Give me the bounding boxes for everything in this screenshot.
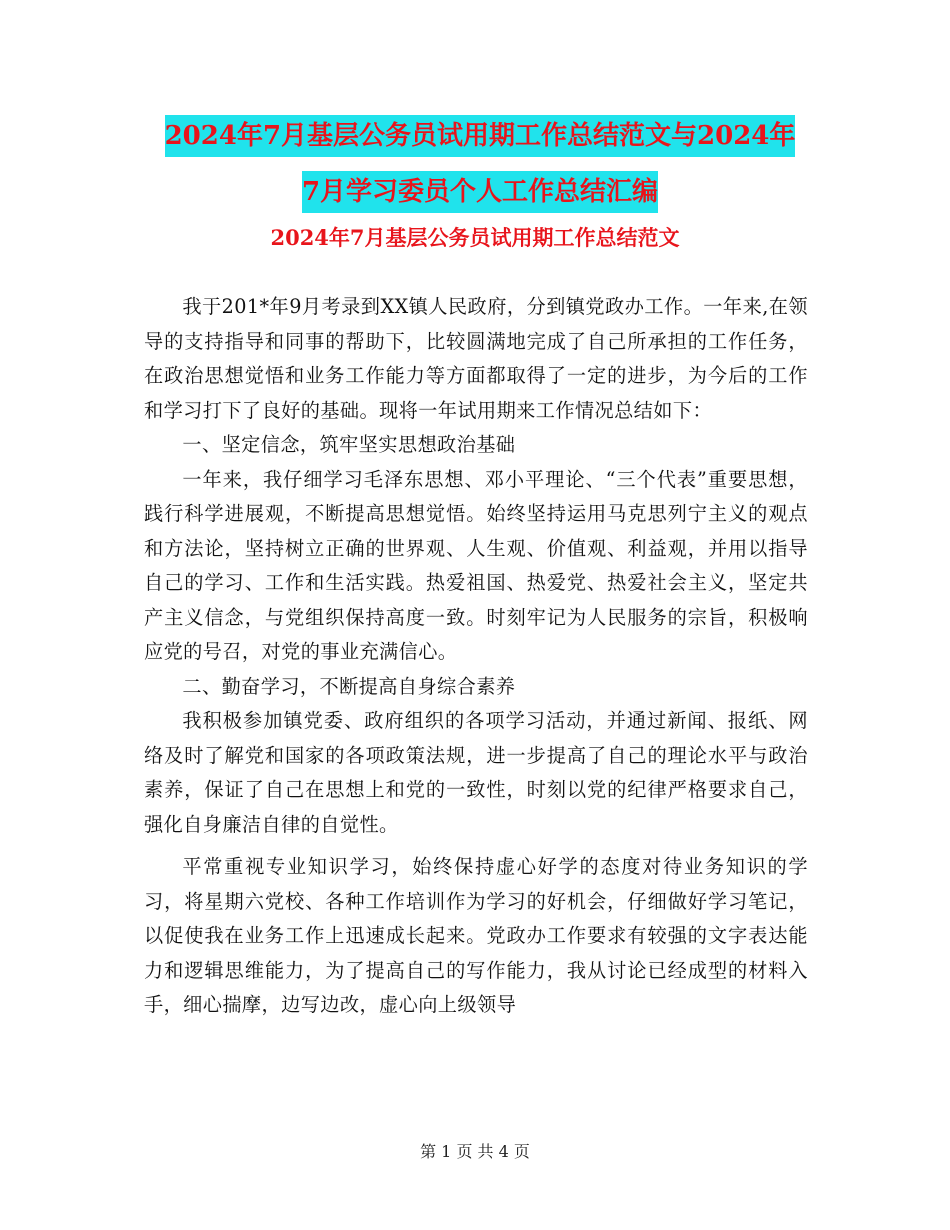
document-title-line-1: 2024年7月基层公务员试用期工作总结范文与2024年 — [165, 115, 796, 157]
page-number-footer: 第 1 页 共 4 页 — [420, 1142, 530, 1161]
section-title: 2024年7月基层公务员试用期工作总结范文 — [270, 225, 680, 250]
document-body — [144, 290, 808, 1023]
document-title-line-2: 7月学习委员个人工作总结汇编 — [302, 171, 658, 213]
paragraph-part-one: 一年来，我仔细学习毛泽东思想、邓小平理论、“三个代表”重要思想，践行科学进展观，不断提高思想觉悟。始终坚持运用马克思列宁主义的观点和方法论，坚持树立正确的世界观、人生观、价值观、利益观，并用以指导自己的学习、工作和生活实践。热爱祖国、热爱党、热爱社会主义，坚定共产主义信念，与党组织保持高度一致。时刻牢记为人民服务的宗旨，积极响应党的号召，对党的事业充满信心。 — [144, 467, 808, 663]
document-title — [140, 108, 820, 220]
heading-part-two: 二、勤奋学习，不断提高自身综合素养 — [182, 674, 516, 698]
paragraph-intro: 我于201*年9月考录到XX镇人民政府，分到镇党政办工作。一年来,在领导的支持指导和同事的帮助下，比较圆满地完成了自己所承担的工作任务，在政治思想觉悟和业务工作能力等方面都取得了一定的进步，为今后的工作和学习打下了良好的基础。现将一年试用期来工作情况总结如下： — [144, 295, 808, 422]
paragraph-part-two-continued: 平常重视专业知识学习，始终保持虚心好学的态度对待业务知识的学习，将星期六党校、各种工作培训作为学习的好机会，仔细做好学习笔记，以促使我在业务工作上迅速成长起来。党政办工作要求有较强的文字表达能力和逻辑思维能力，为了提高自己的写作能力，我从讨论已经成型的材料入手，细心揣摩，边写边改，虚心向上级领导 — [144, 855, 808, 1016]
heading-part-one: 一、坚定信念，筑牢坚实思想政治基础 — [182, 433, 516, 456]
paragraph-part-two: 我积极参加镇党委、政府组织的各项学习活动，并通过新闻、报纸、网络及时了解党和国家的各项政策法规，进一步提高了自己的理论水平与政治素养，保证了自己在思想上和党的一致性，时刻以党的纪律严格要求自己，强化自身廉洁自律的自觉性。 — [144, 709, 808, 836]
